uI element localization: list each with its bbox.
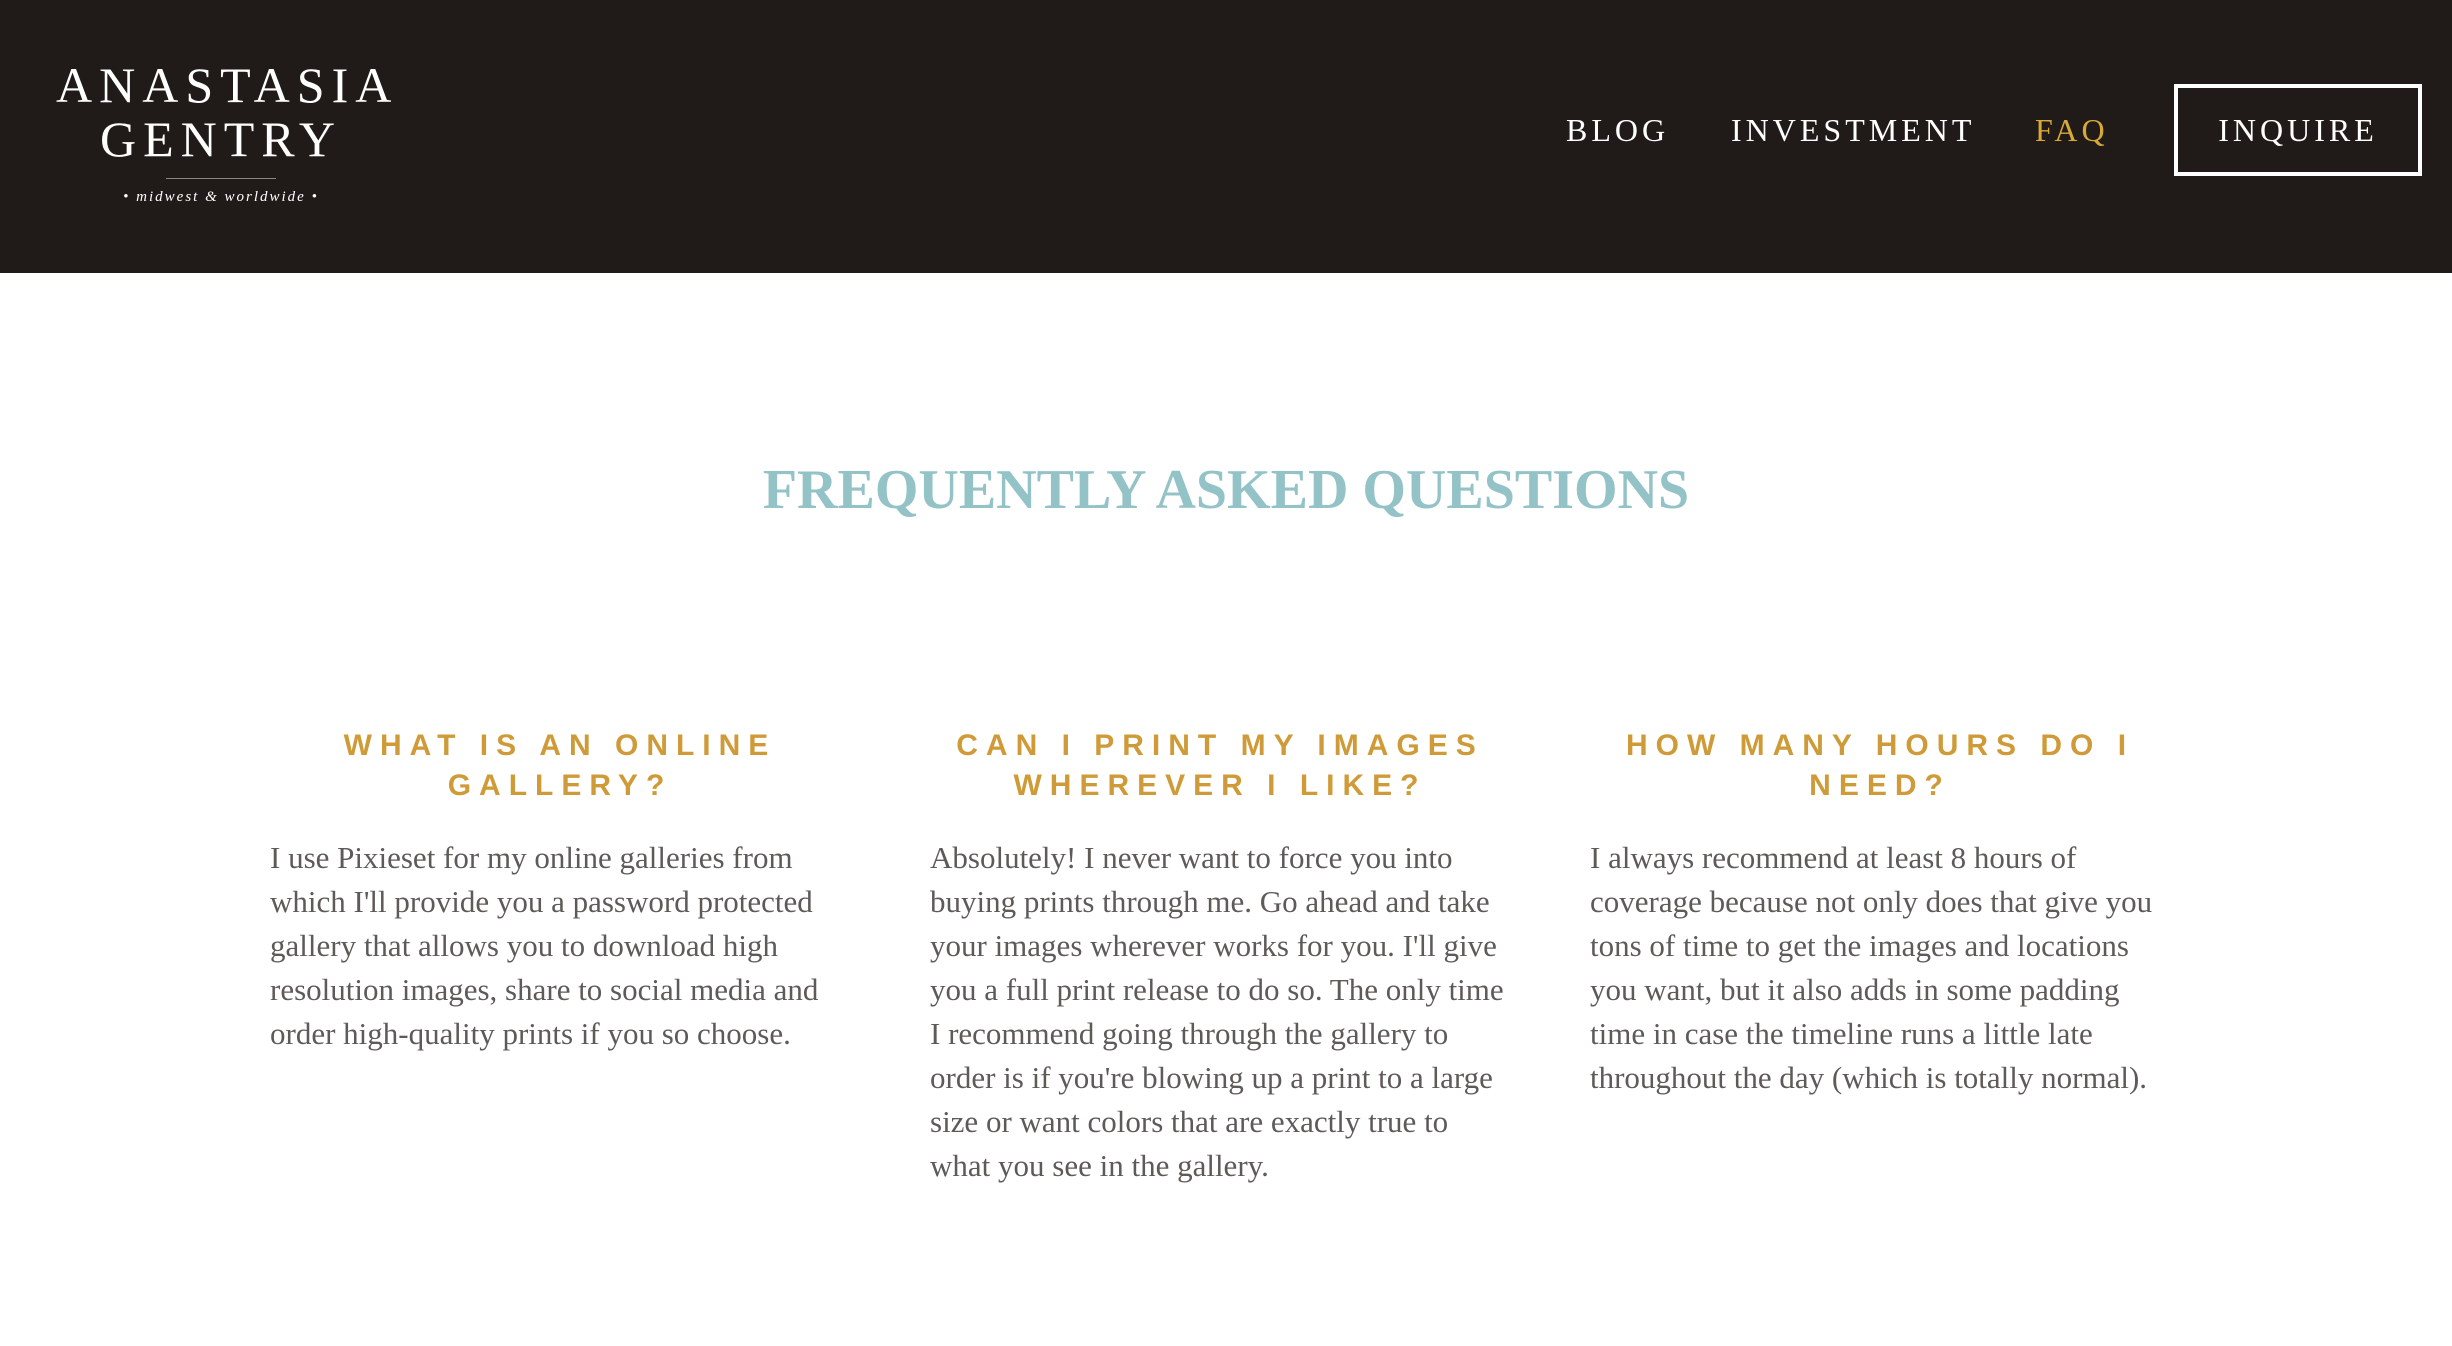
logo-line-1: ANASTASIA xyxy=(56,57,399,113)
faq-item-print-images xyxy=(930,726,1510,1188)
logo-divider xyxy=(166,178,276,179)
site-header xyxy=(0,0,2452,273)
logo-tagline: • midwest & worldwide • xyxy=(123,189,319,205)
nav-link-investment[interactable]: INVESTMENT xyxy=(1731,112,1976,148)
inquire-button[interactable]: INQUIRE xyxy=(2174,84,2422,176)
nav-link-blog[interactable]: BLOG xyxy=(1566,112,1670,148)
faq-question: HOW MANY HOURS DO I NEED? xyxy=(1625,729,2135,802)
faq-answer: Absolutely! I never want to force you into buying prints through me. Go ahead and take your images wherever works for you. I'll give you a full print release to do so. The only time I recommend going through the gallery to order is if you're blowing up a print to a large size or want colors that are exactly true to what you see in the gallery. xyxy=(930,840,1504,1183)
faq-answer: I always recommend at least 8 hours of coverage because not only does that give you tons of time to get the images and locations you want, but it also adds in some padding time in case the timeline runs a little late throughout the day (which is totally normal). xyxy=(1590,840,2153,1095)
faq-item-hours-needed xyxy=(1590,726,2170,1100)
page-title: FREQUENTLY ASKED QUESTIONS xyxy=(762,459,1690,521)
faq-question: WHAT IS AN ONLINE GALLERY? xyxy=(343,729,777,802)
faq-answer: I use Pixieset for my online galleries from which I'll provide you a password protected gallery that allows you to download high resolution images, share to social media and order high-quality prints if you so choose. xyxy=(270,840,819,1051)
site-logo[interactable] xyxy=(56,57,399,206)
faq-item-online-gallery xyxy=(270,726,850,1056)
logo-line-2: GENTRY xyxy=(100,111,342,167)
faq-question: CAN I PRINT MY IMAGES WHEREVER I LIKE? xyxy=(956,729,1484,802)
nav-link-faq[interactable]: FAQ xyxy=(2035,112,2109,148)
